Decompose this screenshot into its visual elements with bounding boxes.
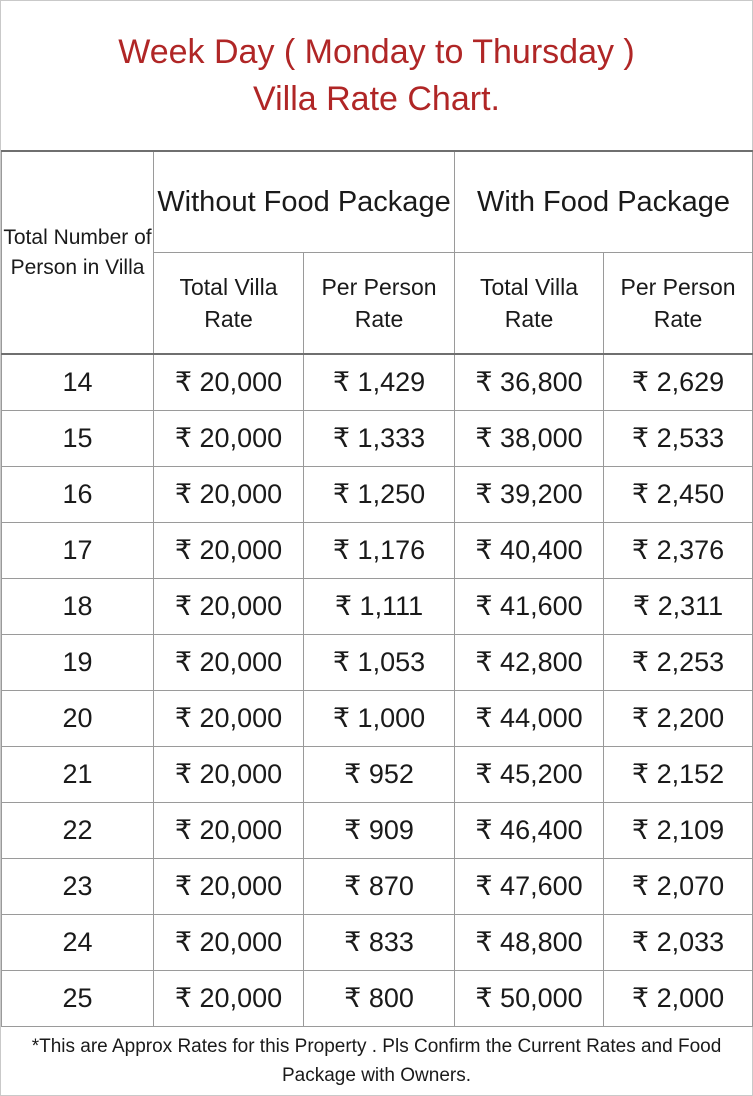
table-row xyxy=(2,803,753,859)
with-food-per-person-cell: ₹ 2,253 xyxy=(604,635,753,691)
with-food-total-villa-cell: ₹ 38,000 xyxy=(455,411,604,467)
without-food-per-person-header: Per Person Rate xyxy=(304,253,455,355)
with-food-total-villa-cell: ₹ 48,800 xyxy=(455,915,604,971)
table-row xyxy=(2,411,753,467)
table-row xyxy=(2,747,753,803)
with-food-per-person-cell: ₹ 2,311 xyxy=(604,579,753,635)
with-food-per-person-cell: ₹ 2,070 xyxy=(604,859,753,915)
with-food-per-person-cell: ₹ 2,000 xyxy=(604,971,753,1027)
person-count-cell: 17 xyxy=(2,523,154,579)
without-food-total-villa-cell: ₹ 20,000 xyxy=(154,859,304,915)
with-food-total-villa-cell: ₹ 45,200 xyxy=(455,747,604,803)
person-count-cell: 21 xyxy=(2,747,154,803)
with-food-per-person-cell: ₹ 2,200 xyxy=(604,691,753,747)
without-food-total-villa-cell: ₹ 20,000 xyxy=(154,467,304,523)
without-food-total-villa-cell: ₹ 20,000 xyxy=(154,411,304,467)
with-food-total-villa-cell: ₹ 47,600 xyxy=(455,859,604,915)
without-food-per-person-cell: ₹ 1,111 xyxy=(304,579,455,635)
with-food-total-villa-cell: ₹ 36,800 xyxy=(455,354,604,411)
with-food-total-villa-cell: ₹ 42,800 xyxy=(455,635,604,691)
without-food-per-person-cell: ₹ 1,250 xyxy=(304,467,455,523)
without-food-per-person-cell: ₹ 909 xyxy=(304,803,455,859)
person-count-cell: 24 xyxy=(2,915,154,971)
with-food-per-person-cell: ₹ 2,450 xyxy=(604,467,753,523)
with-food-total-villa-cell: ₹ 39,200 xyxy=(455,467,604,523)
without-food-per-person-cell: ₹ 833 xyxy=(304,915,455,971)
disclaimer-text: *This are Approx Rates for this Property . Pls Confirm the Current Rates and Food Package with Owners. xyxy=(31,1036,722,1086)
person-count-cell: 20 xyxy=(2,691,154,747)
without-food-per-person-cell: ₹ 952 xyxy=(304,747,455,803)
title-line-2: Villa Rate Chart. xyxy=(253,80,500,118)
without-food-total-villa-cell: ₹ 20,000 xyxy=(154,691,304,747)
with-food-total-villa-cell: ₹ 41,600 xyxy=(455,579,604,635)
without-food-per-person-cell: ₹ 1,000 xyxy=(304,691,455,747)
without-food-per-person-cell: ₹ 1,053 xyxy=(304,635,455,691)
person-count-cell: 19 xyxy=(2,635,154,691)
person-count-cell: 22 xyxy=(2,803,154,859)
with-food-total-villa-cell: ₹ 40,400 xyxy=(455,523,604,579)
person-count-header: Total Number of Person in Villa xyxy=(2,151,154,354)
table-row xyxy=(2,635,753,691)
with-food-per-person-cell: ₹ 2,109 xyxy=(604,803,753,859)
page-title xyxy=(1,1,752,150)
with-food-total-villa-cell: ₹ 50,000 xyxy=(455,971,604,1027)
with-food-per-person-header: Per Person Rate xyxy=(604,253,753,355)
person-count-cell: 25 xyxy=(2,971,154,1027)
without-food-total-villa-cell: ₹ 20,000 xyxy=(154,915,304,971)
without-food-total-villa-cell: ₹ 20,000 xyxy=(154,635,304,691)
table-row xyxy=(2,859,753,915)
without-food-total-villa-cell: ₹ 20,000 xyxy=(154,971,304,1027)
without-food-total-villa-cell: ₹ 20,000 xyxy=(154,579,304,635)
person-count-cell: 16 xyxy=(2,467,154,523)
table-row xyxy=(2,523,753,579)
rate-table-body xyxy=(2,354,753,1027)
with-food-total-villa-cell: ₹ 46,400 xyxy=(455,803,604,859)
without-food-total-villa-cell: ₹ 20,000 xyxy=(154,523,304,579)
person-count-cell: 14 xyxy=(2,354,154,411)
rate-table xyxy=(1,150,753,1027)
table-row xyxy=(2,915,753,971)
with-food-per-person-cell: ₹ 2,376 xyxy=(604,523,753,579)
without-food-total-villa-header: Total Villa Rate xyxy=(154,253,304,355)
without-food-per-person-cell: ₹ 1,429 xyxy=(304,354,455,411)
with-food-per-person-cell: ₹ 2,152 xyxy=(604,747,753,803)
disclaimer-note xyxy=(1,1026,752,1096)
with-food-header: With Food Package xyxy=(455,151,753,253)
without-food-header: Without Food Package xyxy=(154,151,455,253)
with-food-per-person-cell: ₹ 2,629 xyxy=(604,354,753,411)
with-food-per-person-cell: ₹ 2,533 xyxy=(604,411,753,467)
person-count-cell: 23 xyxy=(2,859,154,915)
with-food-per-person-cell: ₹ 2,033 xyxy=(604,915,753,971)
table-row xyxy=(2,467,753,523)
with-food-total-villa-header: Total Villa Rate xyxy=(455,253,604,355)
person-count-cell: 15 xyxy=(2,411,154,467)
table-row xyxy=(2,354,753,411)
without-food-total-villa-cell: ₹ 20,000 xyxy=(154,803,304,859)
without-food-per-person-cell: ₹ 800 xyxy=(304,971,455,1027)
with-food-total-villa-cell: ₹ 44,000 xyxy=(455,691,604,747)
title-line-1: Week Day ( Monday to Thursday ) xyxy=(118,33,635,71)
table-row xyxy=(2,691,753,747)
without-food-total-villa-cell: ₹ 20,000 xyxy=(154,354,304,411)
person-count-cell: 18 xyxy=(2,579,154,635)
without-food-per-person-cell: ₹ 1,176 xyxy=(304,523,455,579)
without-food-per-person-cell: ₹ 870 xyxy=(304,859,455,915)
table-row xyxy=(2,579,753,635)
without-food-total-villa-cell: ₹ 20,000 xyxy=(154,747,304,803)
without-food-per-person-cell: ₹ 1,333 xyxy=(304,411,455,467)
table-row xyxy=(2,971,753,1027)
